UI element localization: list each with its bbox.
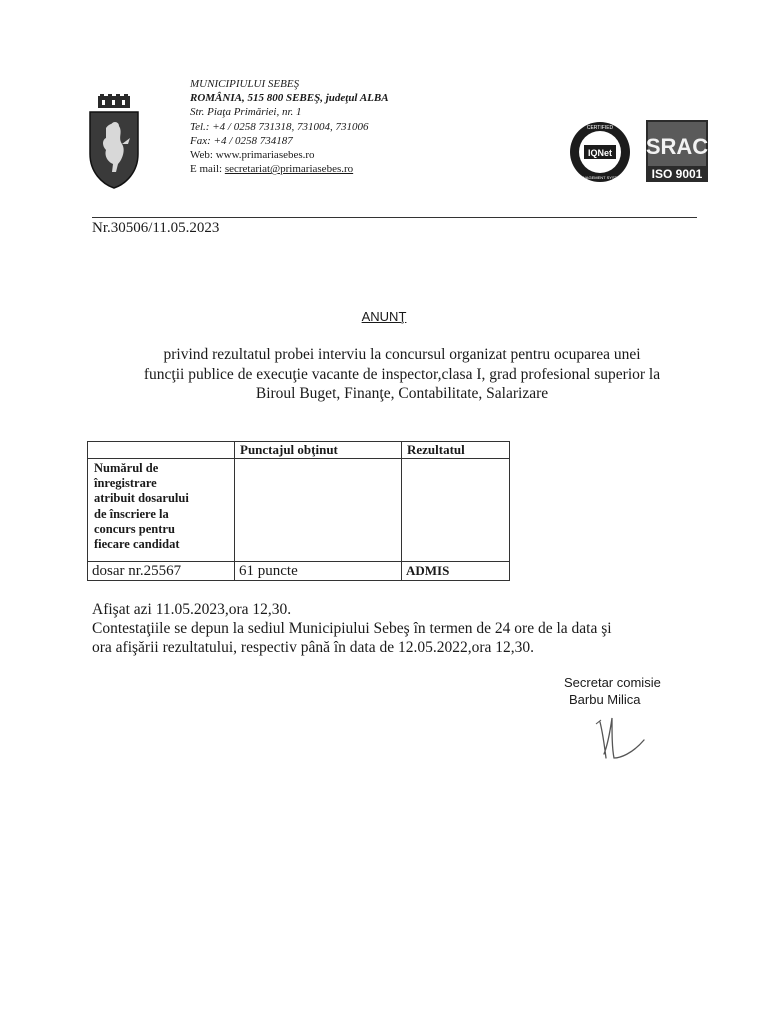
criterion-line: înregistrare xyxy=(94,476,157,491)
srac-text: SRAC xyxy=(645,134,709,159)
appeals-line: Contestaţiile se depun la sediul Municipiului Sebeş în termen de 24 ore de la data şi xyxy=(92,620,612,637)
street-line: Str. Piaţa Primăriei, nr. 1 xyxy=(190,106,302,119)
email-label: E mail: xyxy=(190,163,225,176)
srac-logo xyxy=(646,120,708,182)
municipality-name: MUNICIPIULUI SEBEŞ xyxy=(190,78,300,90)
cert-ring-bottom: MANAGEMENT SYSTEM xyxy=(576,175,624,180)
letterhead xyxy=(190,77,389,176)
header-divider xyxy=(92,217,697,218)
registration-number: Nr.30506/11.05.2023 xyxy=(92,220,220,236)
header-result: Rezultatul xyxy=(402,442,510,459)
footer-text xyxy=(92,600,692,657)
email-line xyxy=(190,162,389,176)
coat-of-arms-emblem xyxy=(88,94,140,190)
address-line: ROMÂNIA, 515 800 SEBEŞ, judeţul ALBA xyxy=(190,92,389,105)
results-table xyxy=(87,441,510,581)
appeals-line: ora afişării rezultatului, respectiv până în data de 12.05.2022,ora 12,30. xyxy=(92,639,535,656)
criterion-line: fiecare candidat xyxy=(94,537,180,552)
subject-line: Biroul Buget, Finanţe, Contabilitate, Salarizare xyxy=(255,385,549,402)
iqnet-seal xyxy=(570,122,630,182)
iqnet-text: IQNet xyxy=(587,148,613,158)
notice-title: ANUNŢ xyxy=(361,309,407,324)
fax-line: Fax: +4 / 0258 734187 xyxy=(190,134,293,147)
result-cell: ADMIS xyxy=(402,562,510,581)
empty-cell xyxy=(402,459,510,562)
criterion-line: de înscriere la xyxy=(94,506,169,521)
signatory-name: Barbu Milica xyxy=(569,692,641,707)
notice-subject xyxy=(92,345,712,404)
cert-ring-top: CERTIFIED xyxy=(586,125,614,131)
subject-line: funcţii publice de execuţie vacante de inspector,clasa I, grad profesional superior la xyxy=(143,365,661,383)
criterion-cell xyxy=(88,459,235,562)
phone-line: Tel.: +4 / 0258 731318, 731004, 731006 xyxy=(190,120,369,133)
certification-badges xyxy=(568,118,710,184)
criterion-line: Numărul de xyxy=(94,461,159,475)
posted-date: Afişat azi 11.05.2023,ora 12,30. xyxy=(92,601,292,618)
table-header-row xyxy=(88,442,510,459)
iso-label: ISO 9001 xyxy=(651,167,703,181)
criterion-line: concurs pentru xyxy=(94,521,175,536)
web-line: Web: www.primariasebes.ro xyxy=(190,149,315,162)
table-row xyxy=(88,562,510,581)
subject-line: privind rezultatul probei interviu la concursul organizat pentru ocuparea unei xyxy=(163,346,641,363)
signatory-role: Secretar comisie xyxy=(564,675,661,690)
criterion-line: atribuit dosarului xyxy=(94,491,189,506)
signatory-block xyxy=(564,674,661,708)
header-score: Punctajul obţinut xyxy=(235,442,402,459)
header-empty-cell xyxy=(88,442,235,459)
handwritten-signature xyxy=(592,714,652,764)
email-link[interactable]: secretariat@primariasebes.ro xyxy=(224,163,354,176)
file-number-cell: dosar nr.25567 xyxy=(88,562,235,581)
empty-cell xyxy=(235,459,402,562)
table-criterion-row xyxy=(88,459,510,562)
score-cell: 61 puncte xyxy=(235,562,402,581)
